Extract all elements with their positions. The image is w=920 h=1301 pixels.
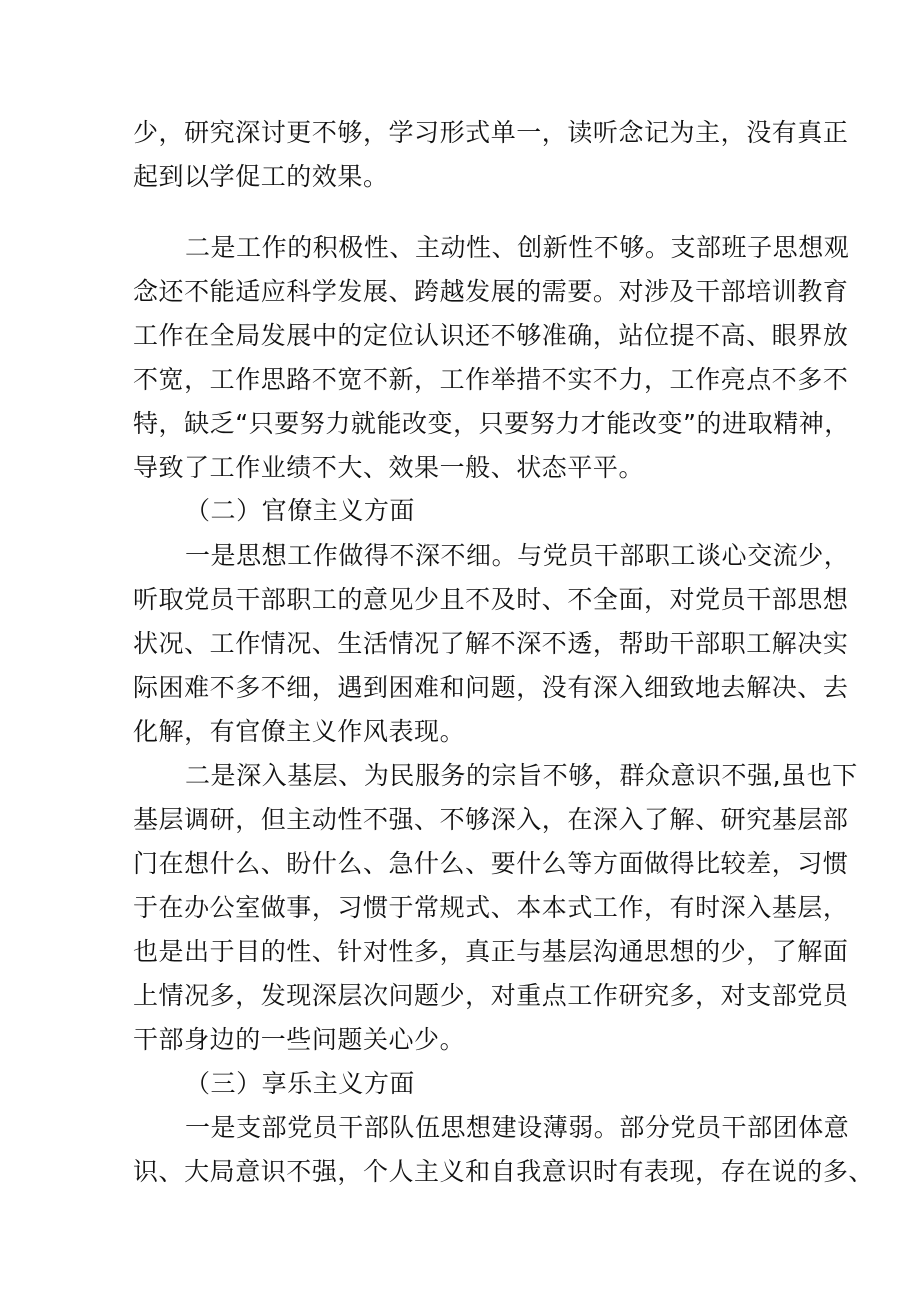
paragraph-line: 起到以学促工的效果。	[133, 162, 389, 191]
paragraph-line: 二是深入基层、为民服务的宗旨不够，群众意识不强,虽也下	[185, 761, 858, 790]
paragraph-line: 际困难不多不细，遇到困难和问题，没有深入细致地去解决、去	[133, 673, 849, 702]
paragraph-line: 识、大局意识不强，个人主义和自我意识时有表现，存在说的多、	[133, 1157, 874, 1186]
paragraph-line: 上情况多，发现深层次问题少，对重点工作研究多，对支部党员	[133, 981, 849, 1010]
paragraph-line: 于在办公室做事，习惯于常规式、本本式工作，有时深入基层，	[133, 893, 849, 922]
paragraph-line: 工作在全局发展中的定位认识还不够准确，站位提不高、眼界放	[133, 321, 849, 350]
paragraph-line: 门在想什么、盼什么、急什么、要什么等方面做得比较差，习惯	[133, 849, 849, 878]
section-heading: （三）享乐主义方面	[185, 1069, 415, 1098]
paragraph-line: 念还不能适应科学发展、跨越发展的需要。对涉及干部培训教育	[133, 277, 849, 306]
paragraph-line: 状况、工作情况、生活情况了解不深不透，帮助干部职工解决实	[133, 629, 849, 658]
paragraph-line: 少，研究深讨更不够，学习形式单一，读听念记为主，没有真正	[133, 118, 849, 147]
paragraph-line: 一是支部党员干部队伍思想建设薄弱。部分党员干部团体意	[185, 1113, 850, 1142]
paragraph-line: 干部身边的一些问题关心少。	[133, 1025, 466, 1054]
paragraph-line: 听取党员干部职工的意见少且不及时、不全面，对党员干部思想	[133, 585, 849, 614]
paragraph-line: 特，缺乏“只要努力就能改变，只要努力才能改变”的进取精神，	[133, 409, 850, 438]
paragraph-line: 二是工作的积极性、主动性、创新性不够。支部班子思想观	[185, 233, 850, 262]
paragraph-line: 不宽，工作思路不宽不新，工作举措不实不力，工作亮点不多不	[133, 365, 849, 394]
section-heading: （二）官僚主义方面	[185, 496, 415, 525]
paragraph-line: 导致了工作业绩不大、效果一般、状态平平。	[133, 453, 645, 482]
paragraph-line: 化解，有官僚主义作风表现。	[133, 717, 466, 746]
paragraph-line: 基层调研，但主动性不强、不够深入，在深入了解、研究基层部	[133, 805, 849, 834]
paragraph-line: 也是出于目的性、针对性多，真正与基层沟通思想的少，了解面	[133, 937, 849, 966]
paragraph-line: 一是思想工作做得不深不细。与党员干部职工谈心交流少，	[185, 541, 850, 570]
